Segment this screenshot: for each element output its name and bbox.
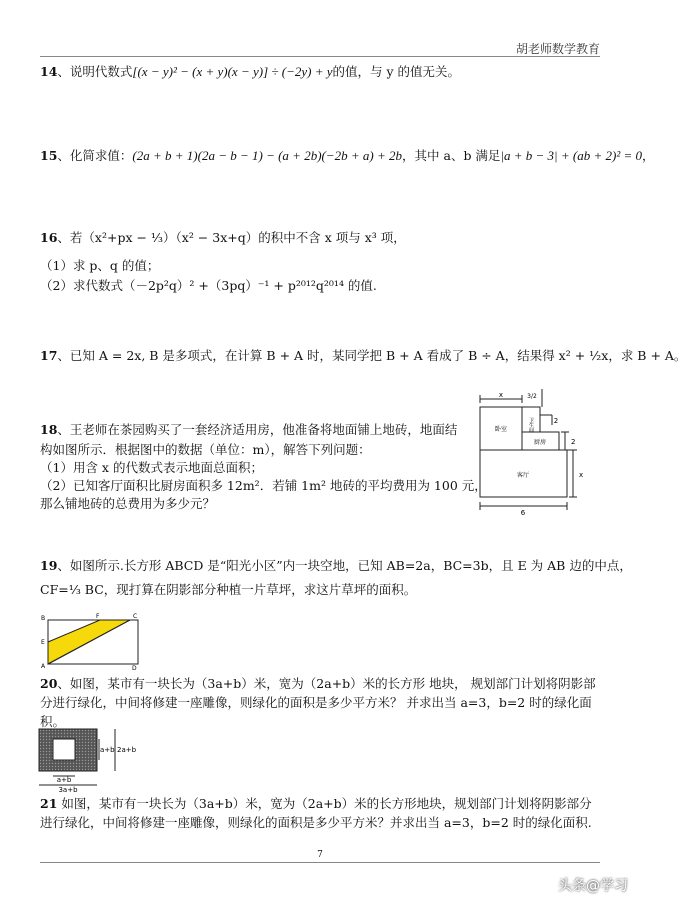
- question-number: 21: [40, 796, 58, 811]
- label-kitchen: 厨房: [533, 439, 547, 446]
- question-20: [40, 674, 600, 731]
- label-living-room: 客厅: [516, 472, 530, 479]
- statue-area: [53, 739, 75, 760]
- floor-plan-figure: [472, 385, 592, 517]
- dim-three-half: 3/2: [527, 393, 537, 400]
- question-text: 、若（x²+px − ⅓）（x² − 3x+q）的积中不含 x 项与 x³ 项，: [57, 230, 406, 245]
- label-bath: 卫生间: [528, 417, 534, 433]
- dim-inner-height: a+b: [100, 746, 115, 754]
- question-number: 16: [40, 230, 58, 245]
- question-number: 15: [40, 148, 58, 163]
- question-18-part-2: （2）已知客厅面积比厨房面积多 12m²．若铺 1m² 地砖的平均费用为 100 元，: [40, 478, 487, 493]
- label-bedroom: 卧室: [494, 426, 508, 433]
- rectangle-abcd-figure: [40, 612, 145, 670]
- question-17: [40, 346, 686, 366]
- dim-two-right: 2: [571, 438, 576, 446]
- dim-two-top: 2: [553, 417, 559, 425]
- page-number: 7: [317, 850, 323, 860]
- question-number: 14: [40, 64, 58, 79]
- label-D: D: [132, 665, 137, 672]
- dim-x-side: x: [579, 471, 584, 479]
- question-18-line-2: 构如图所示．根据图中的数据（单位：m），解答下列问题：: [40, 442, 371, 457]
- question-text: 、如图，某市有一块长为（3a+b）米，宽为（2a+b）米的长方形 地块， 规划部门计划将阴影部分进行绿化，中间将修建一座雕像，则绿化的面积是多少平方米？ 并求出当 a=3，b=2 时的绿化面积。: [40, 676, 596, 729]
- site-header: 胡老师数学教育: [515, 42, 600, 56]
- question-text: 、化简求值：: [57, 148, 133, 163]
- math-expression: (2a + b + 1)(2a − b − 1) − (a + 2b)(−2b + a) + 2b: [132, 148, 403, 163]
- question-16: [40, 228, 406, 248]
- header-rule: [40, 56, 600, 57]
- question-19: [40, 556, 632, 576]
- question-16-part-1: （1）求 p、q 的值；: [40, 258, 160, 273]
- question-text: 、已知 A = 2x, B 是多项式，在计算 B + A 时，某同学把 B + A 看成了 B ÷ A，结果得 x² + ½x，求 B + A。: [57, 348, 686, 363]
- dim-inner-width: a+b: [56, 776, 72, 784]
- label-C: C: [133, 613, 138, 620]
- question-18-part-1: （1）用含 x 的代数式表示地面总面积；: [40, 460, 263, 475]
- land-plot-figure: [36, 726, 146, 794]
- question-text: 的值，与 y 的值无关。: [332, 64, 461, 79]
- question-15: [40, 146, 655, 166]
- dim-outer-width: 3a+b: [58, 786, 78, 794]
- question-18-line-5: 那么铺地砖的总费用为多少元？: [40, 496, 216, 511]
- label-F: F: [96, 613, 100, 620]
- question-number: 20: [40, 676, 58, 691]
- question-number: 19: [40, 558, 58, 573]
- question-number: 17: [40, 348, 58, 363]
- question-text: 如图，某市有一块长为（3a+b）米，宽为（2a+b）米的长方形地块，规划部门计划将阴影部分进行绿化，中间将修建一座雕像，则绿化的面积是多少平方米？并求出当 a=3，b=2 时的绿化面积.: [40, 796, 592, 830]
- question-text: ，: [642, 148, 655, 163]
- label-E: E: [41, 639, 45, 646]
- label-B: B: [41, 615, 46, 622]
- question-text: ，其中 a、b 满足: [402, 148, 501, 163]
- dim-x-top: x: [498, 391, 504, 399]
- math-expression: [(x − y)² − (x + y)(x − y)] ÷ (−2y) + y: [132, 64, 333, 79]
- question-19-line-2: CF=⅓ BC，现打算在阴影部分种植一片草坪，求这片草坪的面积。: [40, 582, 417, 597]
- question-16-part-2: （2）求代数式（－2p²q）² +（3pq）⁻¹ + p²⁰¹²q²⁰¹⁴ 的值.: [40, 278, 377, 293]
- dim-six: 6: [520, 509, 526, 517]
- question-21: [40, 794, 600, 832]
- question-14: [40, 62, 460, 82]
- math-condition: |a + b − 3| + (ab + 2)² = 0: [500, 148, 642, 163]
- question-number: 18: [40, 422, 58, 437]
- dim-outer-height: 2a+b: [117, 746, 137, 754]
- label-A: A: [41, 663, 46, 670]
- footer-rule: [40, 862, 600, 863]
- question-text: 、如图所示.长方形 ABCD 是“阳光小区”内一块空地，已知 AB=2a，BC=3b，且 E 为 AB 边的中点，: [57, 558, 632, 573]
- question-18: [40, 420, 457, 440]
- watermark: 头条@学习: [558, 878, 628, 894]
- question-text: 、说明代数式: [57, 64, 133, 79]
- question-text: 、王老师在茶园购买了一套经济适用房，他准备将地面铺上地砖，地面结: [57, 422, 458, 437]
